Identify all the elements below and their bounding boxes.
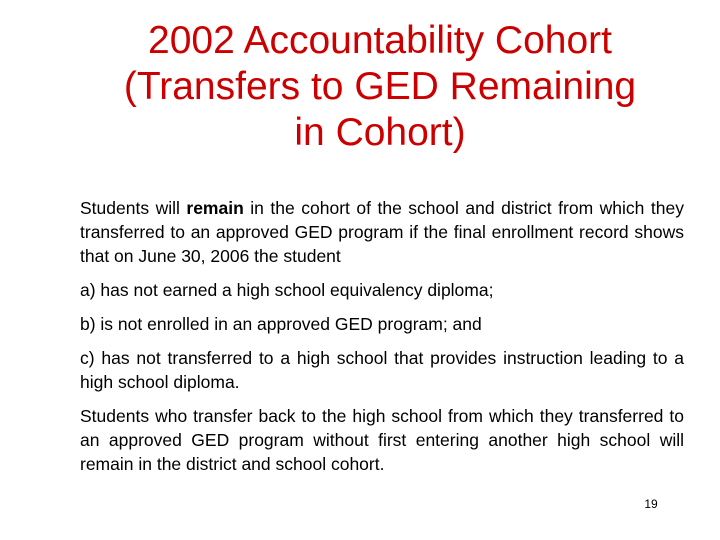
title-line-2: (Transfers to GED Remaining xyxy=(123,65,637,108)
intro-before: Students will xyxy=(80,198,187,218)
page-number: 19 xyxy=(644,497,658,511)
list-item-c: c) has not transferred to a high school that provides instruction leading to a high school diploma. xyxy=(80,348,684,392)
closing-paragraph: Students who transfer back to the high school from which they transferred to an approved GED program without first entering another high school will remain in the district and school cohort. xyxy=(80,406,684,474)
intro-after: in the cohort of the school and district from which they transferred to an approved GED program if the final enrollment record shows that on June 30, 2006 the student xyxy=(80,198,684,266)
slide-body xyxy=(80,196,684,486)
slide-title xyxy=(40,18,720,156)
list-item-a: a) has not earned a high school equivalency diploma; xyxy=(80,280,494,300)
intro-emphasis: remain xyxy=(186,198,244,218)
list-item-b: b) is not enrolled in an approved GED program; and xyxy=(80,314,482,334)
title-line-1: 2002 Accountability Cohort xyxy=(148,19,612,62)
intro-paragraph xyxy=(80,196,684,268)
title-line-3: in Cohort) xyxy=(294,111,466,154)
